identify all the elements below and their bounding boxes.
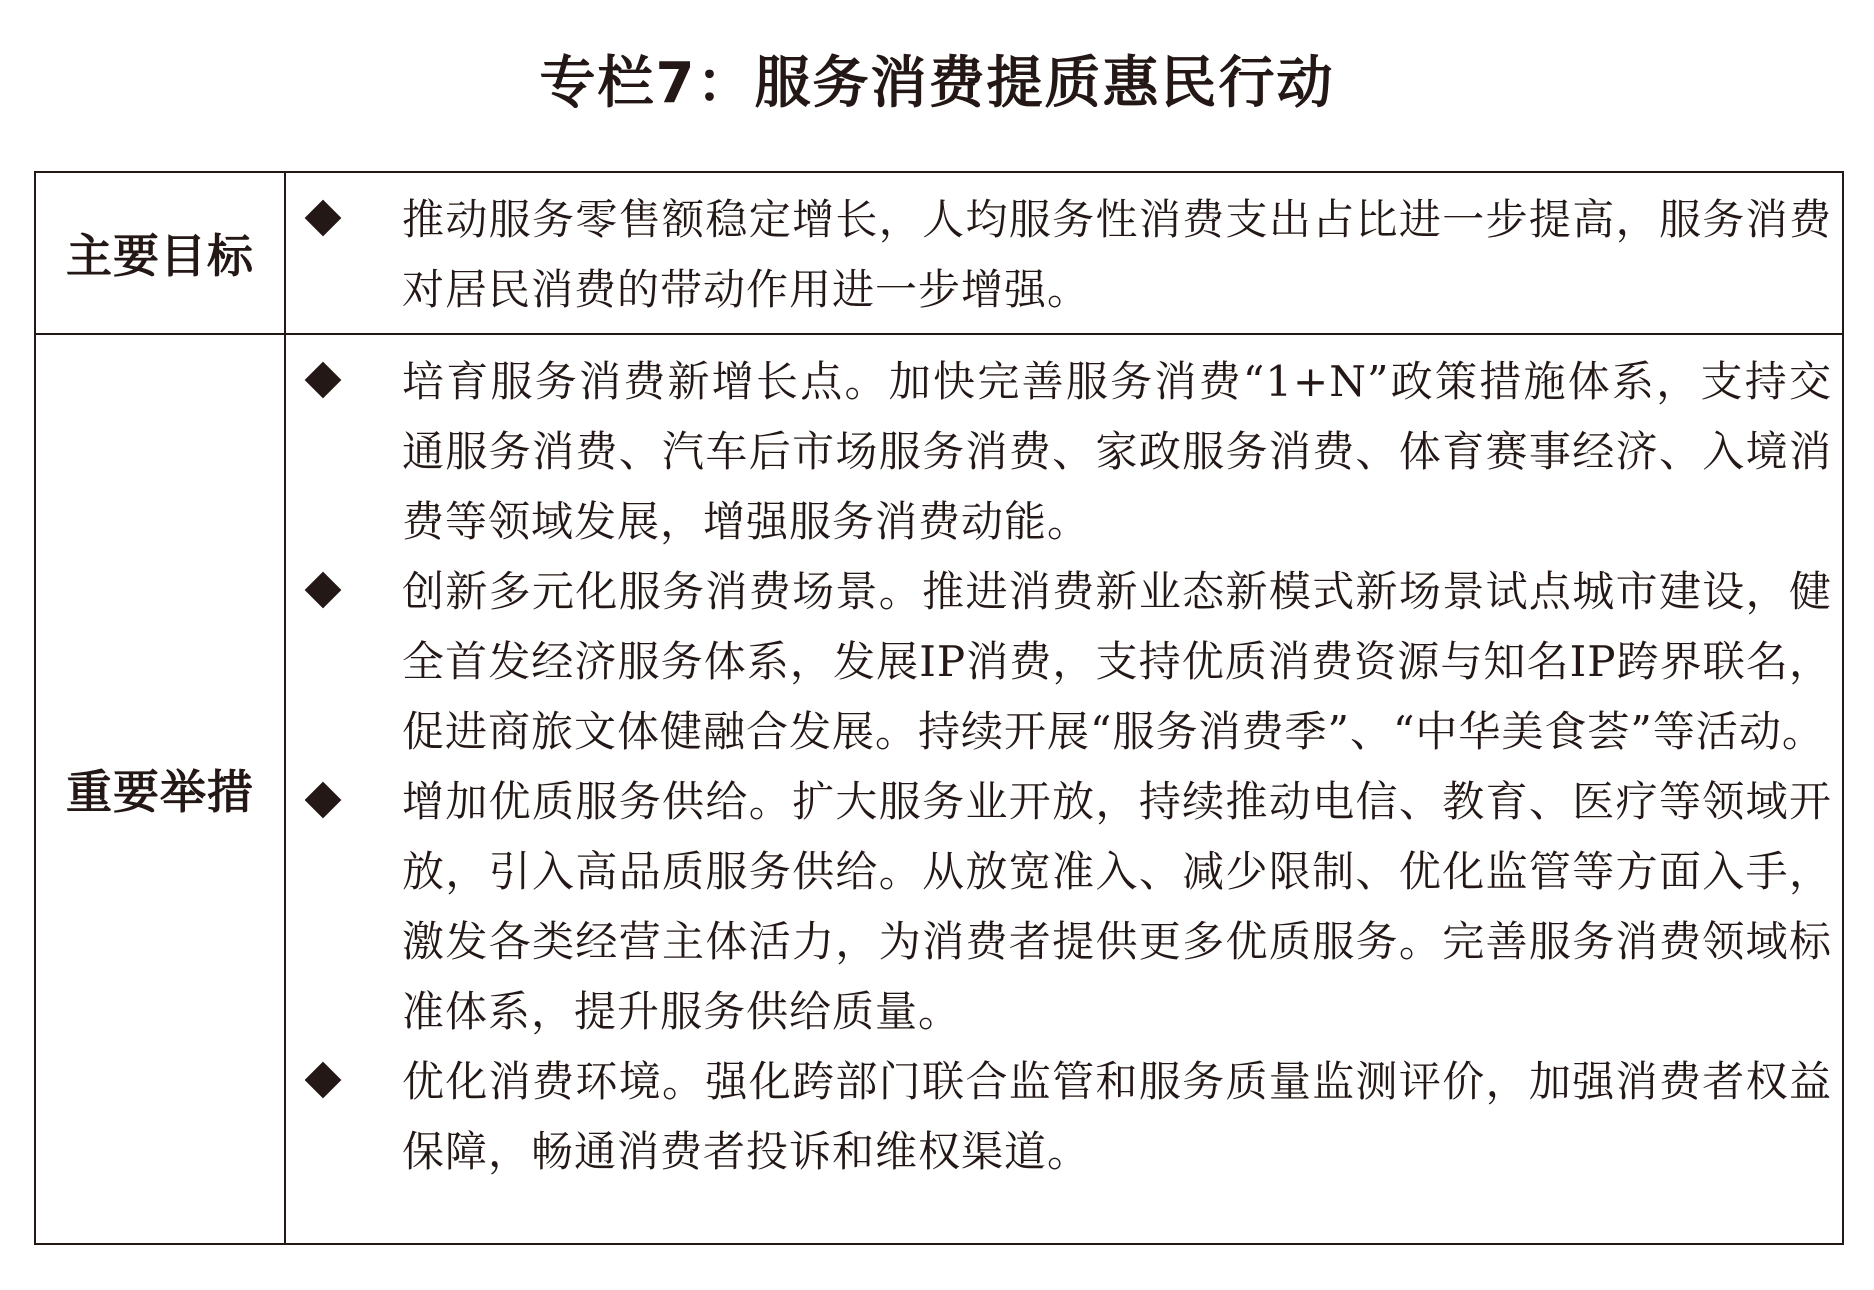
- goals-row: [35, 172, 1843, 334]
- goal-item-text: 推动服务零售额稳定增长，人均服务性消费支出占比进一步提高，服务消费对居民消费的带动作用进一步增强。: [402, 195, 1832, 314]
- measures-label: 重要举措: [35, 334, 285, 1244]
- measure-item-text: 创新多元化服务消费场景。推进消费新业态新模式新场景试点城市建设，健全首发经济服务体系，发展IP消费，支持优质消费资源与知名IP跨界联名，促进商旅文体健融合发展。持续开展“服务消费季”、“中华美食荟”等活动。: [402, 567, 1832, 756]
- diamond-bullet-icon: [304, 557, 340, 627]
- diamond-bullet-icon: [304, 347, 340, 417]
- measure-item-text: 培育服务消费新增长点。加快完善服务消费“1+N”政策措施体系，支持交通服务消费、汽车后市场服务消费、家政服务消费、体育赛事经济、入境消费等领域发展，增强服务消费动能。: [402, 357, 1832, 546]
- goal-item: [302, 185, 1832, 325]
- measures-content: [285, 334, 1843, 1244]
- content-table: [34, 171, 1844, 1245]
- measure-item-text: 增加优质服务供给。扩大服务业开放，持续推动电信、教育、医疗等领域开放，引入高品质服务供给。从放宽准入、减少限制、优化监管等方面入手，激发各类经营主体活力，为消费者提供更多优质服务。完善服务消费领域标准体系，提升服务供给质量。: [402, 777, 1832, 1036]
- measure-item-text: 优化消费环境。强化跨部门联合监管和服务质量监测评价，加强消费者权益保障，畅通消费者投诉和维权渠道。: [402, 1057, 1832, 1176]
- measure-item: [302, 1047, 1832, 1187]
- diamond-bullet-icon: [304, 1047, 340, 1117]
- goals-content: [285, 172, 1843, 334]
- measures-row: [35, 334, 1843, 1244]
- goals-label: 主要目标: [35, 172, 285, 334]
- measure-item: [302, 557, 1832, 767]
- page-title: 专栏7：服务消费提质惠民行动: [539, 51, 1335, 116]
- measure-item: [302, 767, 1832, 1047]
- measure-item: [302, 347, 1832, 557]
- diamond-bullet-icon: [304, 767, 340, 837]
- diamond-bullet-icon: [304, 185, 340, 255]
